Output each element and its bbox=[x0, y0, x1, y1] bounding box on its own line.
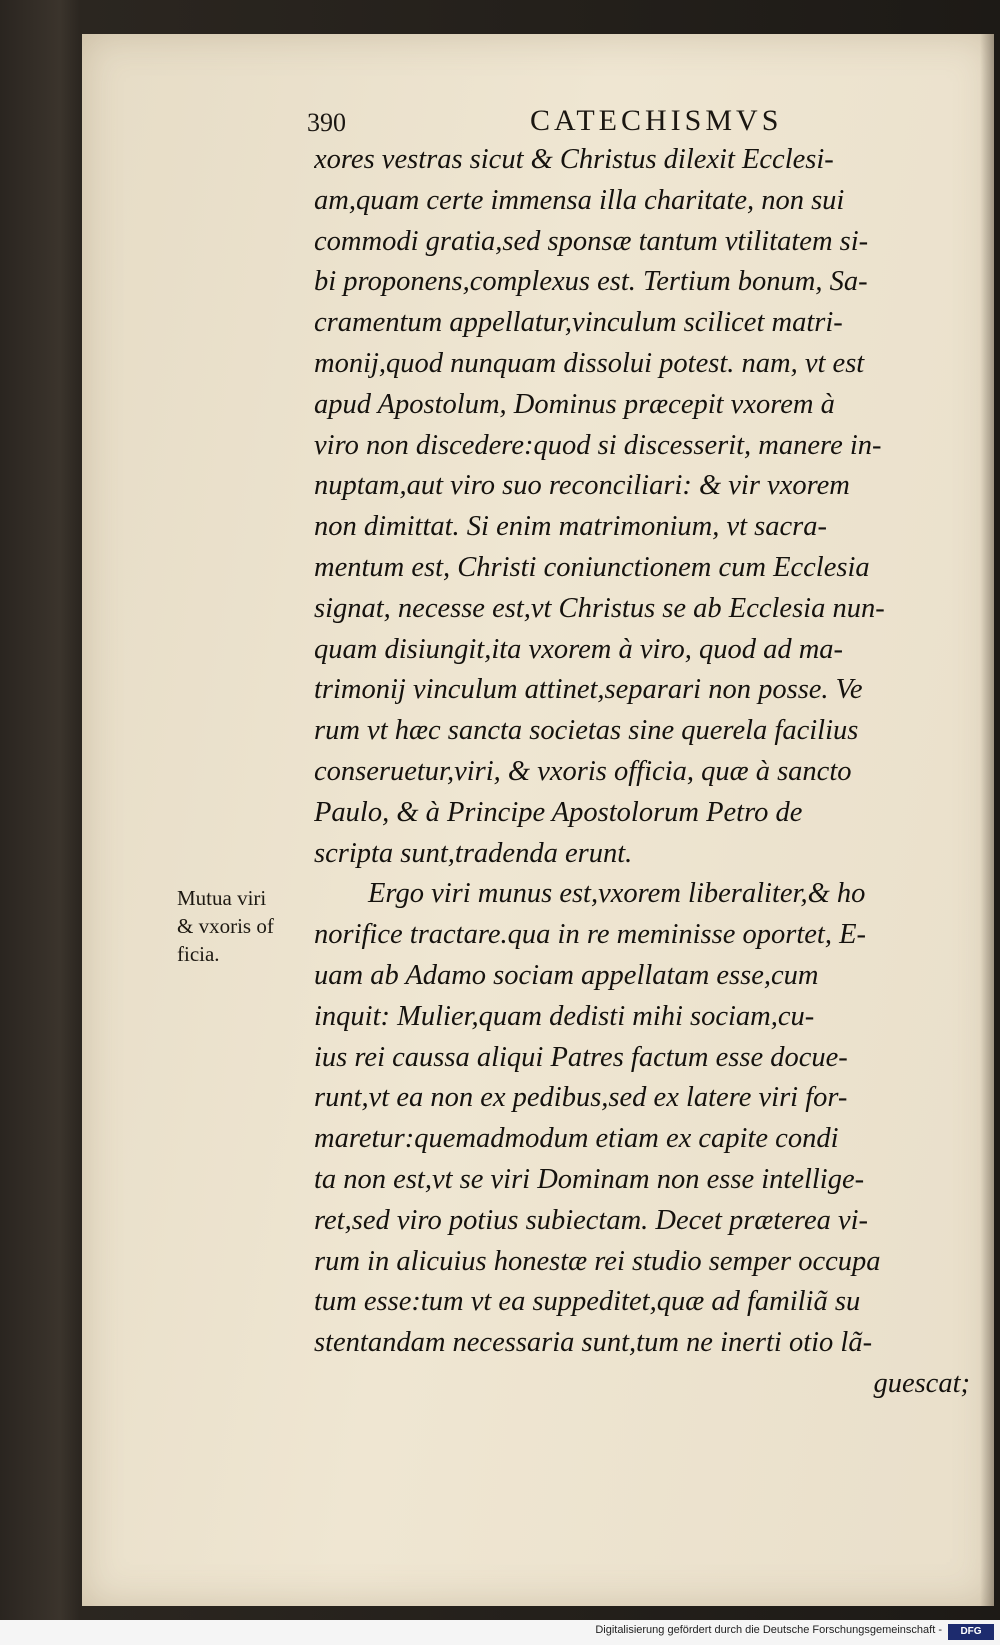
text-line: bi proponens,complexus est. Tertium bonum, Sa- bbox=[314, 266, 868, 298]
funding-credit: Digitalisierung gefördert durch die Deutsche Forschungsgemeinschaft - bbox=[595, 1624, 942, 1636]
text-line: conseruetur,viri, & vxoris officia, quæ à sancto bbox=[314, 755, 852, 787]
text-line: scripta sunt,tradenda erunt. bbox=[314, 837, 633, 869]
text-line: tum esse:tum vt ea suppeditet,quæ ad familiã su bbox=[314, 1286, 861, 1318]
text-line: ret,sed viro potius subiectam. Decet præterea vi- bbox=[314, 1204, 869, 1236]
text-line: maretur:quemadmodum etiam ex capite condi bbox=[314, 1123, 839, 1155]
text-line: rum vt hæc sancta societas sine querela facilius bbox=[314, 715, 859, 747]
text-line: guescat; bbox=[873, 1367, 970, 1399]
text-line: uam ab Adamo sociam appellatam esse,cum bbox=[314, 959, 819, 991]
page-number: 390 bbox=[307, 108, 346, 137]
text-line: ius rei caussa aliqui Patres factum esse docue- bbox=[314, 1041, 848, 1073]
page-title: CATECHISMVS bbox=[530, 104, 783, 137]
text-line: signat, necesse est,vt Christus se ab Ecclesia nun- bbox=[314, 592, 885, 624]
text-line: nuptam,aut viro suo reconciliari: & vir vxorem bbox=[314, 470, 850, 502]
marginal-note-line: ficia. bbox=[177, 942, 220, 966]
text-line: am,quam certe immensa illa charitate, non sui bbox=[314, 184, 845, 216]
marginal-note-line: Mutua viri bbox=[177, 886, 267, 910]
text-line: viro non discedere:quod si discesserit, manere in- bbox=[314, 429, 882, 461]
running-head bbox=[82, 104, 994, 144]
page-edge-shadow bbox=[980, 34, 994, 1606]
text-line: trimonij vinculum attinet,separari non posse. Ve bbox=[314, 674, 863, 706]
dfg-logo: DFG bbox=[948, 1624, 994, 1640]
book-page bbox=[82, 34, 994, 1606]
text-line: ta non est,vt se viri Dominam non esse intellige- bbox=[314, 1163, 865, 1195]
text-line: non dimittat. Si enim matrimonium, vt sacra- bbox=[314, 511, 827, 543]
marginal-note-line: & vxoris of bbox=[177, 914, 274, 938]
marginal-note bbox=[177, 884, 327, 968]
text-line: runt,vt ea non ex pedibus,sed ex latere viri for- bbox=[314, 1082, 848, 1114]
text-line: quam disiungit,ita vxorem à viro, quod ad ma- bbox=[314, 633, 844, 665]
text-line: xores vestras sicut & Christus dilexit Ecclesi- bbox=[314, 144, 834, 175]
text-line: monij,quod nunquam dissolui potest. nam, vt est bbox=[314, 347, 865, 379]
text-line: Paulo, & à Principe Apostolorum Petro de bbox=[314, 796, 803, 828]
text-line: norifice tractare.qua in re meminisse oportet, E- bbox=[314, 919, 866, 951]
text-line: stentandam necessaria sunt,tum ne inerti otio lã- bbox=[314, 1327, 873, 1359]
body-text bbox=[314, 140, 974, 1405]
text-line: apud Apostolum, Dominus præcepit vxorem à bbox=[314, 388, 835, 420]
footer-bar bbox=[0, 1620, 1000, 1645]
text-line: Ergo viri munus est,vxorem liberaliter,& ho bbox=[368, 878, 866, 910]
text-line: rum in alicuius honestæ rei studio semper occupa bbox=[314, 1245, 881, 1277]
text-line: cramentum appellatur,vinculum scilicet matri- bbox=[314, 307, 843, 339]
text-line: commodi gratia,sed sponsæ tantum vtilitatem si- bbox=[314, 225, 869, 257]
text-line: inquit: Mulier,quam dedisti mihi sociam,cu- bbox=[314, 1000, 815, 1032]
text-line: mentum est, Christi coniunctionem cum Ecclesia bbox=[314, 551, 870, 583]
